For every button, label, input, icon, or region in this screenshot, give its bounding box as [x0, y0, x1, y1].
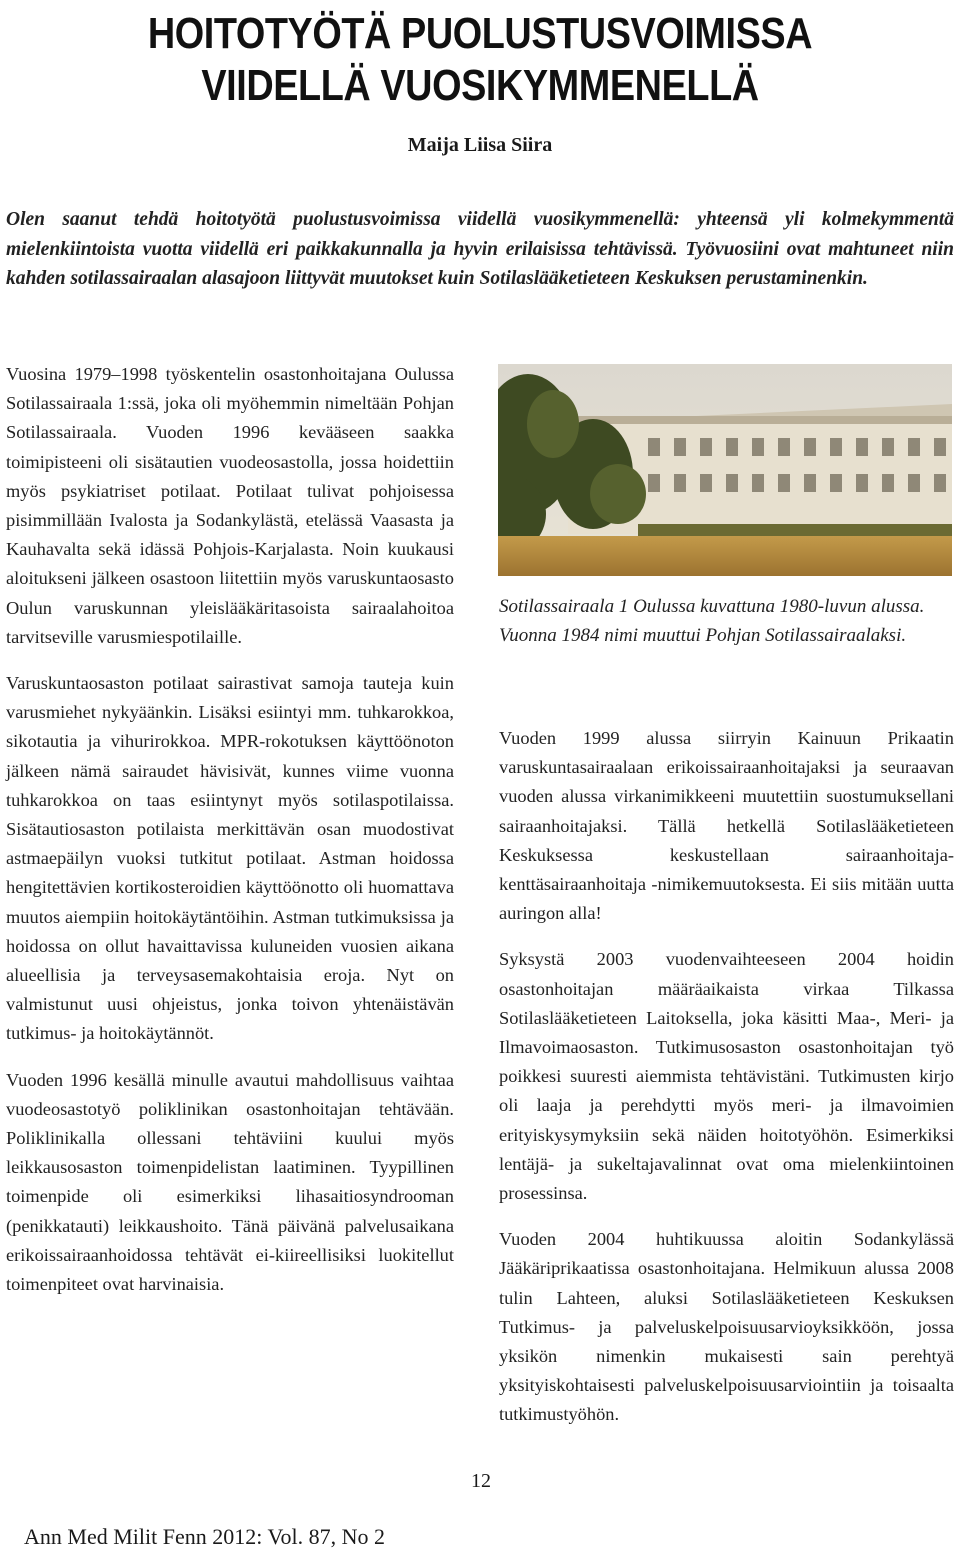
body-paragraph: Vuosina 1979–1998 työskentelin osastonhoitajana Oulussa Sotilassairaala 1:ssä, joka oli myöhemmin nimeltään Pohjan Sotilassairaala. Vuoden 1996 kevääseen saakka toimipisteeni oli sisätautien vuodeosastolla, jossa hoidettiin myös psykiatriset potilaat. Potilaat tulivat pohjoisessa pisimmillään Ivalosta ja Sodankylästä, etelässä Vaasasta ja Kauhavalta sekä idässä Pohjois-Karjalasta. Noin kuukausi aloitukseni jälkeen osastoon liitettiin myös varuskuntaosasto Oulun varuskunnan yleislääkäritasoista sairaalahoitoa tarvitseville varusmiespotilaille. — [6, 364, 454, 647]
hospital-building-image — [498, 364, 952, 576]
body-paragraph: Vuoden 1999 alussa siirryin Kainuun Prikaatin varuskuntasairaalaan erikoissairaanhoitajaksi ja seuraavan vuoden alussa virkanimikkeeni muutettiin suostumuksellani sairaanhoitajaksi. Tällä hetkellä Sotilaslääketieteen Keskuksessa keskustellaan sairaanhoitaja-kenttäsairaanhoitaja -nimikemuutoksesta. Ei siis mitään uutta auringon alla! — [499, 728, 954, 924]
lead-paragraph: Olen saanut tehdä hoitotyötä puolustusvoimissa viidellä vuosikymmenellä: yhteensä yli kolmekymmentä mielenkiintoista vuotta viidellä eri paikkakunnalla ja hyvin erilaisissa tehtävissä. Työvuosiini ovat mahtuneet niin kahden sotilassairaalan alasajoon liittyvät muutokset kuin Sotilaslääketieteen Keskuksen perustaminenkin. — [6, 209, 954, 289]
hospital-photo — [498, 364, 952, 576]
right-column — [499, 724, 954, 1447]
body-paragraph: Vuoden 1996 kesällä minulle avautui mahdollisuus vaihtaa vuodeosastotyö poliklinikan osastonhoitajan tehtävään. Poliklinikalla ollessani tehtäviini kuului myös leikkausosaston toimenpidelistan laatiminen. Tyypillinen toimenpide oli esimerkiksi lihasaitiosyndrooman (penikkatauti) leikkaushoito. Tänä päivänä palvelusaikana erikoissairaanhoidossa tehtävät ei-kiireellisiksi luokitellut toimenpiteet ovat harvinaisia. — [6, 1069, 454, 1295]
body-paragraph: Syksystä 2003 vuodenvaihteeseen 2004 hoidin osastonhoitajan määräaikaista virkaa Tilkassa Sotilaslääketieteen Laitoksella, joka käsitti Maa-, Meri- ja Ilmavoimaosaston. Tutkimusosaston osastonhoitajan työ poikkesi suuresti aiemmista tehtävistäni. Tutkimusten kirjo oli laaja ja perehdytti myös meri- ja ilmavoimien erityiskysymyksiin sekä näiden hoitotyöhön. Esimerkiksi lentäjä- ja sukeltajavalinnat ovat oma mielenkiintoinen prosessinsa. — [499, 949, 954, 1204]
journal-footer: Ann Med Milit Fenn 2012: Vol. 87, No 2 — [24, 1524, 385, 1549]
body-paragraph: Varuskuntaosaston potilaat sairastivat samoja tauteja kuin varusmiehet nykyäänkin. Lisäksi esiintyi mm. tuhkarokkoa, sikotautia ja vihurirokkoa. MPR-rokotuksen käyttöönoton jälkeen nämä sairaudet hävisivät, kunnes viime vuonna tuhkarokkoa on taas esiintynyt myös sotilaspotilaissa. Sisätautiosaston potilaista merkittävän osan muodostivat astmaepäilyn vuoksi tutkitut potilaat. Astman hoidossa hengitettävien kortikosteroidien käyttöönotto oli huomattava muutos aiempiin hoitokäytäntöihin. Astman tutkimuksissa ja hoidossa on ollut havaittavissa kuluneiden vuosien aikana alueellisia ja terveysasemakohtaisia eroja. Nyt on valmistunut uusi ohjeistus, jonka toivon yhtenäistävän tutkimus- ja hoitokäytännöt. — [6, 673, 454, 1044]
author-name: Maija Liisa Siira — [407, 134, 553, 156]
photo-caption: Sotilassairaala 1 Oulussa kuvattuna 1980-luvun alussa. Vuonna 1984 nimi muuttui Pohjan Sotilassairaalaksi. — [499, 596, 925, 646]
body-paragraph: Vuoden 2004 huhtikuussa aloitin Sodankylässä Jääkäriprikaatissa osastonhoitajana. Helmikuun alussa 2008 tulin Lahteen, aluksi Sotilaslääketieteen Keskuksen Tutkimus- ja palveluskelpoisuusarvioyksikköön, jossa yksikön nimenkin mukaisesti sain perehtyä yksityiskohtaisesti palveluskelpoisuusarviointiin ja toisaalta tutkimustyöhön. — [499, 1229, 954, 1425]
article-title: HOITOTYÖTÄ PUOLUSTUSVOIMISSA VIIDELLÄ VUOSIKYMMENELLÄ — [147, 9, 813, 110]
page-number: 12 — [471, 1470, 491, 1492]
left-column — [6, 360, 454, 1316]
